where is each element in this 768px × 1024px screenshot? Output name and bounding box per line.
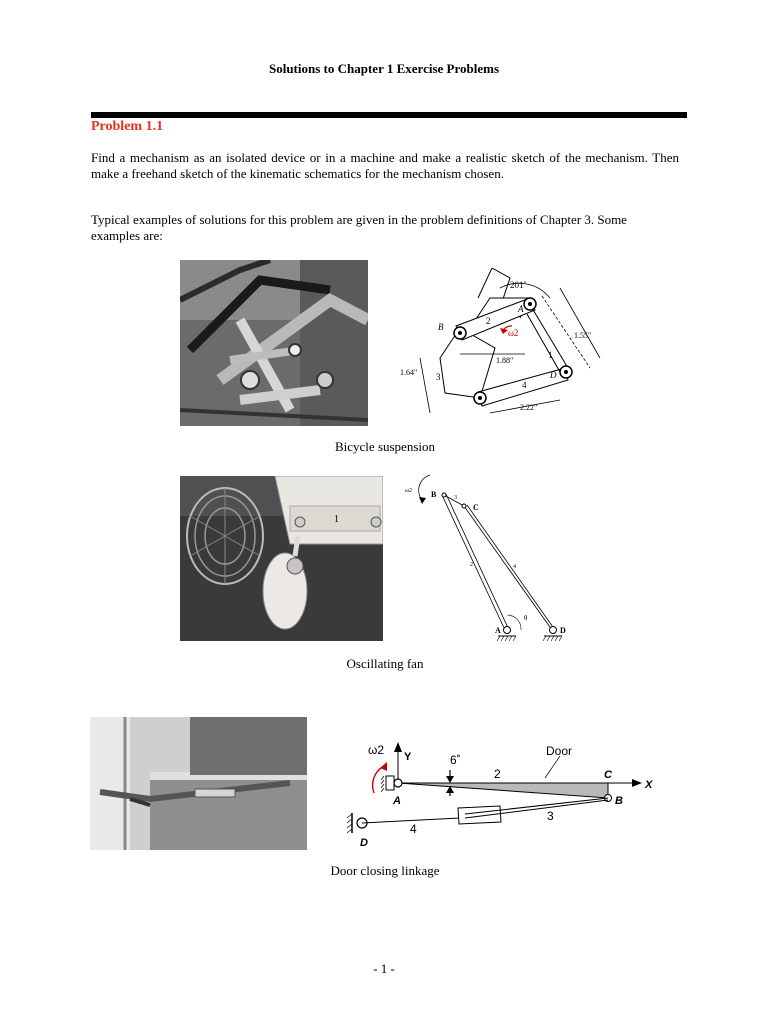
bicycle-suspension-photo [180,260,368,426]
solution-intro: Typical examples of solutions for this problem are given in the problem definitions of Chapter 3. Some examples are: [91,212,627,243]
page-title: Solutions to Chapter 1 Exercise Problems [268,61,500,76]
caption-oscillating-fan: Oscillating fan [346,656,424,671]
problem-heading: Problem 1.1 [91,119,164,134]
diagram-label-omega: ω2 [508,328,519,338]
fan-diagram-link-2: 2 [470,562,473,568]
door-diagram-link-2: 2 [494,767,501,781]
bicycle-linkage-schematic [400,268,610,428]
door-linkage-schematic [340,738,660,853]
diagram-label-link-2: 2 [486,316,491,326]
diagram-label-dim-164: 1.64" [400,368,418,377]
fan-diagram-theta: θ [524,614,528,622]
door-diagram-omega: ω2 [368,743,385,757]
fan-diagram-point-c: C [473,503,479,512]
diagram-label-link-3: 3 [436,372,441,382]
door-diagram-link-4: 4 [410,822,417,836]
door-diagram-angle: 6˚ [450,753,461,767]
diagram-label-dim-155: 1.55" [574,331,592,340]
fan-linkage-schematic [400,470,580,650]
diagram-label-dim-222: 2.22" [520,403,538,412]
problem-statement: Find a mechanism as an isolated device or in a machine and make a realistic sketch of the mechanism. Then make a freehand sketch of the kinematic schematics for the mechanism chosen. [91,150,679,181]
diagram-label-link-1: 1 [548,350,553,360]
door-diagram-door-label: Door [546,744,573,758]
diagram-label-point-a: A [518,304,524,314]
caption-door-closing-linkage: Door closing linkage [330,863,440,878]
door-closing-linkage-photo [90,717,307,850]
fan-diagram-point-a: A [495,626,501,635]
door-diagram-point-d: D [360,837,368,849]
fan-diagram-link-4: 4 [513,564,516,570]
door-diagram-point-b: B [615,795,623,807]
oscillating-fan-diagram [400,470,580,650]
fan-photo-label: 1 [334,514,339,525]
bicycle-suspension-diagram [400,268,610,428]
door-diagram-axis-y: Y [404,751,412,763]
fan-diagram-point-d: D [560,626,566,635]
diagram-label-link-4: 4 [522,380,527,390]
door-diagram-link-3: 3 [547,809,554,823]
heading-rule [91,112,687,118]
diagram-label-dim-188: 1.88" [496,356,514,365]
diagram-label-point-d: D [550,370,557,380]
diagram-label-angle: 201˚ [510,280,527,290]
door-closing-diagram [340,738,660,853]
door-diagram-point-c: C [604,769,612,781]
fan-diagram-omega: ω2 [405,488,412,494]
oscillating-fan-photo [180,476,383,641]
caption-bicycle-suspension: Bicycle suspension [334,439,435,454]
fan-diagram-link-3: 3 [454,495,457,501]
door-diagram-axis-x: X [645,779,653,791]
door-diagram-point-a: A [393,795,401,807]
fan-diagram-point-b: B [431,490,437,499]
diagram-label-point-b: B [438,322,444,332]
page-number: - 1 - [373,961,395,976]
